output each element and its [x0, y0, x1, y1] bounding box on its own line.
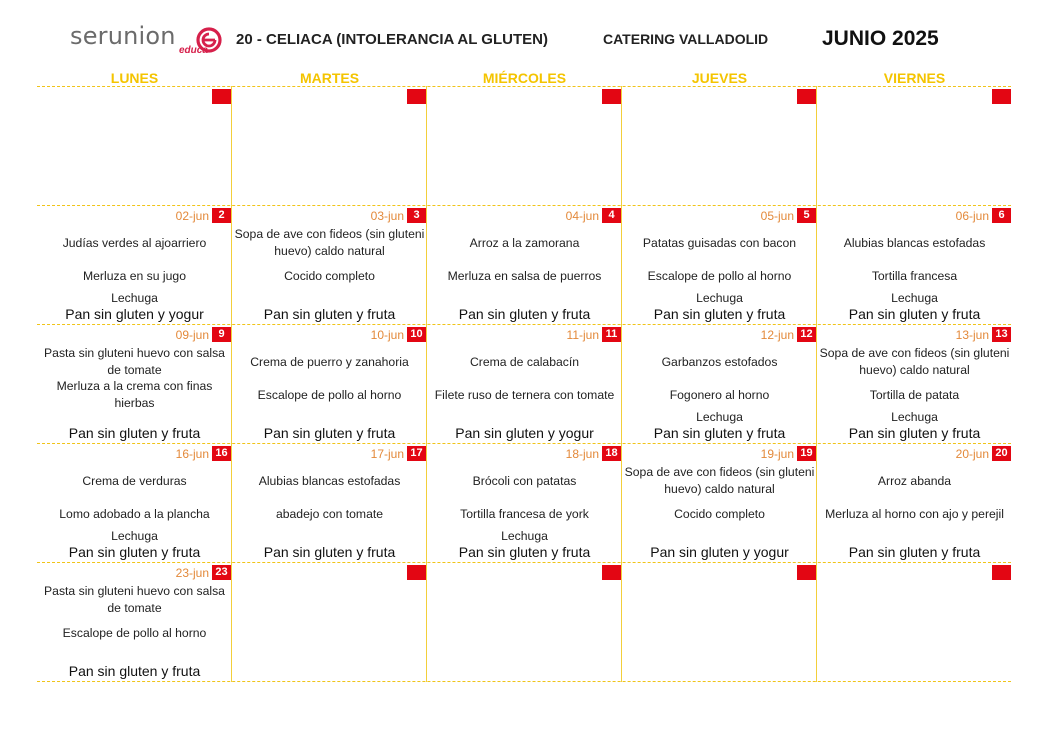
- day-cell: [37, 443, 232, 562]
- day-number-badge: 9: [212, 327, 231, 342]
- day-number-badge: 16: [212, 446, 231, 461]
- day-cell: [817, 324, 1012, 443]
- page-header: [0, 0, 1047, 64]
- empty-day-cell: [817, 86, 1012, 205]
- first-course: [819, 463, 1010, 499]
- weekday-header: MIÉRCOLES: [482, 70, 567, 86]
- second-course: [819, 377, 1010, 413]
- day-number-badge: 10: [407, 327, 426, 342]
- second-course: [234, 496, 425, 532]
- side-dish: Lechuga: [111, 529, 158, 543]
- bread-dessert: Pan sin gluten y fruta: [653, 425, 786, 441]
- second-course-text: Escalope de pollo al horno: [257, 387, 402, 402]
- first-course-text: Brócoli con patatas: [472, 473, 577, 488]
- date-text: 11-jun: [566, 327, 599, 342]
- first-course-text: Sopa de ave con fideos (sin gluteni huevo) caldo natural: [819, 346, 1010, 377]
- date-text: 19-jun: [760, 446, 794, 461]
- date-label: [956, 446, 1011, 461]
- first-course: [819, 344, 1010, 380]
- first-course-text: Alubias blancas estofadas: [843, 235, 986, 250]
- second-course-text: Escalope de pollo al horno: [62, 625, 207, 640]
- empty-day-cell: [817, 562, 1012, 681]
- second-course: [624, 496, 815, 532]
- bread-dessert: Pan sin gluten y fruta: [848, 306, 981, 322]
- second-course-text: Escalope de pollo al horno: [647, 268, 792, 283]
- month-title: JUNIO 2025: [822, 27, 939, 50]
- second-course: [39, 615, 230, 651]
- weekday-header: MARTES: [299, 70, 360, 86]
- date-text: 17-jun: [370, 446, 404, 461]
- first-course: [429, 344, 620, 380]
- date-text: 06-jun: [955, 208, 989, 223]
- empty-day-cell: [37, 86, 232, 205]
- first-course-text: Patatas guisadas con bacon: [642, 235, 797, 250]
- first-course: [39, 225, 230, 261]
- second-course: [624, 377, 815, 413]
- no-service-marker: [602, 565, 621, 580]
- second-course-text: Tortilla francesa: [871, 268, 958, 283]
- second-course: [39, 258, 230, 294]
- day-number-badge: 6: [992, 208, 1011, 223]
- logo-subtitle: educa: [179, 45, 208, 56]
- serunion-logo: [70, 22, 230, 56]
- date-label: [176, 446, 231, 461]
- first-course: [39, 582, 230, 618]
- menu-title: 20 - CELIACA (INTOLERANCIA AL GLUTEN): [236, 31, 548, 48]
- date-label: [761, 208, 816, 223]
- day-cell: [37, 562, 232, 681]
- no-service-marker: [797, 565, 816, 580]
- bread-dessert: Pan sin gluten y fruta: [68, 425, 201, 441]
- bread-dessert: Pan sin gluten y fruta: [848, 425, 981, 441]
- second-course-text: Tortilla de patata: [869, 387, 960, 402]
- second-course-text: Merluza en su jugo: [83, 268, 186, 283]
- day-cell: [817, 205, 1012, 324]
- bread-dessert: Pan sin gluten y fruta: [848, 544, 981, 560]
- day-number-badge: 11: [602, 327, 621, 342]
- date-label: [176, 327, 231, 342]
- side-dish: Lechuga: [891, 291, 938, 305]
- second-course: [819, 258, 1010, 294]
- first-course-text: Alubias blancas estofadas: [258, 473, 401, 488]
- date-text: 12-jun: [760, 327, 794, 342]
- first-course: [819, 225, 1010, 261]
- empty-day-cell: [622, 562, 817, 681]
- empty-day-cell: [622, 86, 817, 205]
- side-dish: Lechuga: [696, 410, 743, 424]
- date-label: [567, 327, 621, 342]
- bread-dessert: Pan sin gluten y yogur: [650, 544, 789, 560]
- day-cell: [427, 205, 622, 324]
- first-course: [39, 463, 230, 499]
- empty-day-cell: [232, 562, 427, 681]
- day-number-badge: 12: [797, 327, 816, 342]
- second-course: [624, 258, 815, 294]
- second-course: [234, 258, 425, 294]
- menu-calendar-grid: [37, 86, 1011, 682]
- first-course-text: Sopa de ave con fideos (sin gluteni huevo) caldo natural: [234, 227, 425, 258]
- side-dish: Lechuga: [891, 410, 938, 424]
- empty-day-cell: [427, 86, 622, 205]
- day-cell: [232, 324, 427, 443]
- second-course-text: Filete ruso de ternera con tomate: [434, 387, 615, 402]
- side-dish: Lechuga: [501, 529, 548, 543]
- first-course-text: Pasta sin gluteni huevo con salsa de tomate: [44, 584, 225, 615]
- bread-dessert: Pan sin gluten y yogur: [455, 425, 594, 441]
- second-course: [429, 377, 620, 413]
- first-course-text: Crema de puerro y zanahoria: [250, 354, 409, 369]
- date-text: 16-jun: [175, 446, 209, 461]
- second-course-text: Merluza al horno con ajo y perejil: [825, 506, 1004, 521]
- first-course: [624, 344, 815, 380]
- date-text: 04-jun: [565, 208, 599, 223]
- side-dish: Lechuga: [696, 291, 743, 305]
- first-course-text: Crema de calabacín: [469, 354, 580, 369]
- second-course: [429, 496, 620, 532]
- day-cell: [232, 443, 427, 562]
- logo-wordmark: serunion: [70, 22, 176, 50]
- first-course: [234, 344, 425, 380]
- empty-day-cell: [232, 86, 427, 205]
- day-number-badge: 23: [212, 565, 231, 580]
- bread-dessert: Pan sin gluten y fruta: [263, 425, 396, 441]
- first-course-text: Garbanzos estofados: [661, 354, 778, 369]
- date-text: 20-jun: [955, 446, 989, 461]
- no-service-marker: [407, 89, 426, 104]
- bread-dessert: Pan sin gluten y yogur: [65, 306, 204, 322]
- day-cell: [622, 324, 817, 443]
- date-label: [761, 446, 816, 461]
- date-text: 02-jun: [175, 208, 209, 223]
- day-number-badge: 19: [797, 446, 816, 461]
- day-number-badge: 20: [992, 446, 1011, 461]
- day-number-badge: 5: [797, 208, 816, 223]
- second-course-text: Cocido completo: [674, 506, 765, 521]
- second-course: [819, 496, 1010, 532]
- weekday-header: JUEVES: [691, 70, 748, 86]
- day-number-badge: 2: [212, 208, 231, 223]
- day-cell: [232, 205, 427, 324]
- day-number-badge: 18: [602, 446, 621, 461]
- second-course: [39, 377, 230, 413]
- first-course-text: Crema de verduras: [82, 473, 187, 488]
- date-label: [371, 446, 426, 461]
- bread-dessert: Pan sin gluten y fruta: [458, 544, 591, 560]
- day-number-badge: 4: [602, 208, 621, 223]
- no-service-marker: [602, 89, 621, 104]
- date-text: 13-jun: [955, 327, 989, 342]
- date-text: 09-jun: [175, 327, 209, 342]
- second-course: [234, 377, 425, 413]
- second-course: [39, 496, 230, 532]
- weekday-header: LUNES: [110, 70, 159, 86]
- date-label: [371, 208, 426, 223]
- date-label: [761, 327, 816, 342]
- first-course: [429, 225, 620, 261]
- date-text: 10-jun: [370, 327, 404, 342]
- bread-dessert: Pan sin gluten y fruta: [68, 544, 201, 560]
- date-text: 05-jun: [760, 208, 794, 223]
- day-number-badge: 3: [407, 208, 426, 223]
- date-label: [566, 446, 621, 461]
- bread-dessert: Pan sin gluten y fruta: [263, 306, 396, 322]
- first-course: [234, 225, 425, 261]
- no-service-marker: [407, 565, 426, 580]
- date-label: [956, 327, 1011, 342]
- day-cell: [817, 443, 1012, 562]
- day-cell: [622, 205, 817, 324]
- no-service-marker: [992, 565, 1011, 580]
- second-course-text: Merluza en salsa de puerros: [447, 268, 602, 283]
- first-course-text: Arroz a la zamorana: [469, 235, 580, 250]
- second-course-text: Cocido completo: [284, 268, 375, 283]
- bread-dessert: Pan sin gluten y fruta: [68, 663, 201, 679]
- no-service-marker: [797, 89, 816, 104]
- row-divider: [37, 681, 1011, 682]
- date-label: [566, 208, 621, 223]
- first-course-text: Judías verdes al ajoarriero: [62, 235, 207, 250]
- date-label: [176, 565, 231, 580]
- day-number-badge: 17: [407, 446, 426, 461]
- day-cell: [37, 324, 232, 443]
- day-number-badge: 13: [992, 327, 1011, 342]
- first-course: [624, 225, 815, 261]
- date-label: [371, 327, 426, 342]
- date-text: 23-jun: [175, 565, 209, 580]
- date-label: [176, 208, 231, 223]
- bread-dessert: Pan sin gluten y fruta: [263, 544, 396, 560]
- date-label: [956, 208, 1011, 223]
- day-cell: [427, 443, 622, 562]
- bread-dessert: Pan sin gluten y fruta: [458, 306, 591, 322]
- day-cell: [427, 324, 622, 443]
- first-course: [429, 463, 620, 499]
- logo-mark-icon: [196, 27, 222, 53]
- second-course: [429, 258, 620, 294]
- catering-name: CATERING VALLADOLID: [603, 31, 769, 47]
- date-text: 03-jun: [370, 208, 404, 223]
- no-service-marker: [992, 89, 1011, 104]
- side-dish: Lechuga: [111, 291, 158, 305]
- second-course-text: abadejo con tomate: [275, 506, 384, 521]
- first-course-text: Pasta sin gluteni huevo con salsa de tomate: [44, 346, 225, 377]
- day-cell: [622, 443, 817, 562]
- day-cell: [37, 205, 232, 324]
- first-course-text: Arroz abanda: [877, 473, 952, 488]
- no-service-marker: [212, 89, 231, 104]
- second-course-text: Tortilla francesa de york: [460, 506, 589, 521]
- second-course-text: Lomo adobado a la plancha: [59, 506, 210, 521]
- first-course: [624, 463, 815, 499]
- second-course-text: Fogonero al horno: [669, 387, 770, 402]
- date-text: 18-jun: [565, 446, 599, 461]
- first-course-text: Sopa de ave con fideos (sin gluteni huevo) caldo natural: [624, 465, 815, 496]
- bread-dessert: Pan sin gluten y fruta: [653, 306, 786, 322]
- first-course: [39, 344, 230, 380]
- first-course: [234, 463, 425, 499]
- weekday-header: VIERNES: [883, 70, 946, 86]
- second-course-text: Merluza a la crema con finas hierbas: [56, 379, 213, 410]
- empty-day-cell: [427, 562, 622, 681]
